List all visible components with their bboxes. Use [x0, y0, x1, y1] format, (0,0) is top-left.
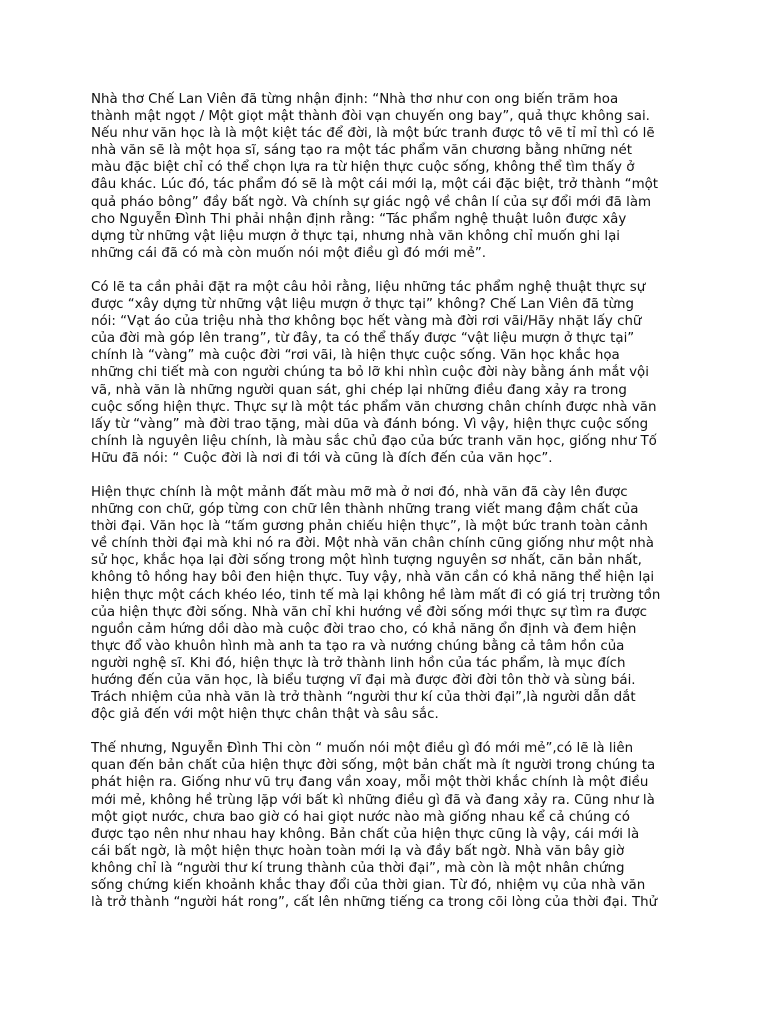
- paragraph-2: Có lẽ ta cần phải đặt ra một câu hỏi rằng, liệu những tác phẩm nghệ thuật thực sự được “xây dựng từ những vật liệu mượn ở thực tại” không? Chế Lan Viên đã từng nói: “Vạt áo của triệu nhà thơ không bọc hết vàng mà đời rơi vãi/Hãy nhặt lấy chữ của đời mà góp lên trang”, từ đây, ta có thể thấy được “vật liệu mượn ở thực tại” chính là “vàng” mà cuộc đời “rơi vãi, là hiện thực cuộc sống. Văn học khắc họa những chi tiết mà con người chúng ta bỏ lỡ khi nhìn cuộc đời này bằng ánh mắt vội vã, nhà văn là những người quan sát, ghi chép lại những điều đang xảy ra trong cuộc sống hiện thực. Thực sự là một tác phẩm văn chương chân chính được nhà văn lấy từ “vàng” mà đời trao tặng, mài dũa và đánh bóng. Vì vậy, hiện thực cuộc sống chính là nguyên liệu chính, là màu sắc chủ đạo của bức tranh văn học, giống như Tố Hữu đã nói: “ Cuộc đời là nơi đi tới và cũng là đích đến của văn học”.: [91, 279, 657, 466]
- paragraph-3: Hiện thực chính là một mảnh đất màu mỡ mà ở nơi đó, nhà văn đã cày lên được những con chữ, góp từng con chữ lên thành những trang viết mang đậm chất của thời đại. Văn học là “tấm gương phản chiếu hiện thực”, là một bức tranh toàn cảnh về chính thời đại mà khi nó ra đời. Một nhà văn chân chính cũng giống như một nhà sử học, khắc họa lại đời sống trong một hình tượng nguyên sơ nhất, căn bản nhất, không tô hồng hay bôi đen hiện thực. Tuy vậy, nhà văn cần có khả năng thể hiện lại hiện thực một cách khéo léo, tinh tế mà lại không hề làm mất đi có giá trị trường tồn của hiện thực đời sống. Nhà văn chỉ khi hướng về đời sống mới thực sự tìm ra được nguồn cảm hứng dồi dào mà cuộc đời trao cho, có khả năng ổn định và đem hiện thực đổ vào khuôn hình mà anh ta tạo ra và nướng chúng bằng cả tâm hồn của người nghệ sĩ. Khi đó, hiện thực là trở thành linh hồn của tác phẩm, là mục đích hướng đến của văn học, là biểu tượng vĩ đại mà được đời đời tôn thờ và sùng bái. Trách nhiệm của nhà văn là trở thành “người thư kí của thời đại”,là người dẫn dắt độc giả đến với một hiện thực chân thật và sâu sắc.: [91, 484, 661, 723]
- paragraph-4: Thế nhưng, Nguyễn Đình Thi còn “ muốn nói một điều gì đó mới mẻ”,có lẽ là liên quan đến bản chất của hiện thực đời sống, một bản chất mà ít người trong chúng ta phát hiện ra. Giống như vũ trụ đang vần xoay, mỗi một thời khắc chính là một điều mới mẻ, không hề trùng lặp với bất kì những điều gì đã và đang xảy ra. Cũng như là một giọt nước, chưa bao giờ có hai giọt nước nào mà giống nhau kể cả chúng có được tạo nên như nhau hay không. Bản chất của hiện thực cũng là vậy, cái mới là cái bất ngờ, là một hiện thực hoàn toàn mới lạ và đầy bất ngờ. Nhà văn bây giờ không chỉ là “người thư kí trung thành của thời đại”, mà còn là một nhân chứng sống chứng kiến khoảnh khắc thay đổi của thời gian. Từ đó, nhiệm vụ của nhà văn là trở thành “người hát rong”, cất lên những tiếng ca trong cõi lòng của thời đại. Thử: [91, 741, 658, 911]
- document-page: [91, 91, 681, 911]
- paragraph-1: Nhà thơ Chế Lan Viên đã từng nhận định: “Nhà thơ như con ong biến trăm hoa thành mật ngọt / Một giọt mật thành đòi vạn chuyến ong bay”, quả thực không sai. Nếu như văn học là là một kiệt tác để đời, là một bức tranh được tô vẽ tỉ mỉ thì có lẽ nhà văn sẽ là một họa sĩ, sáng tạo ra một tác phẩm văn chương bằng những nét màu đặc biệt chỉ có thể chọn lựa ra từ hiện thực cuộc sống, không thể tìm thấy ở đâu khác. Lúc đó, tác phẩm đó sẽ là một cái mới lạ, một cái đặc biệt, trở thành “một quả pháo bông” đầy bất ngờ. Và chính sự giác ngộ về chân lí của sự đổi mới đã làm cho Nguyễn Đình Thi phải nhận định rằng: “Tác phẩm nghệ thuật luôn được xây dựng từ những vật liệu mượn ở thực tại, nhưng nhà văn không chỉ muốn ghi lại những cái đã có mà còn muốn nói một điều gì đó mới mẻ”.: [91, 92, 659, 261]
